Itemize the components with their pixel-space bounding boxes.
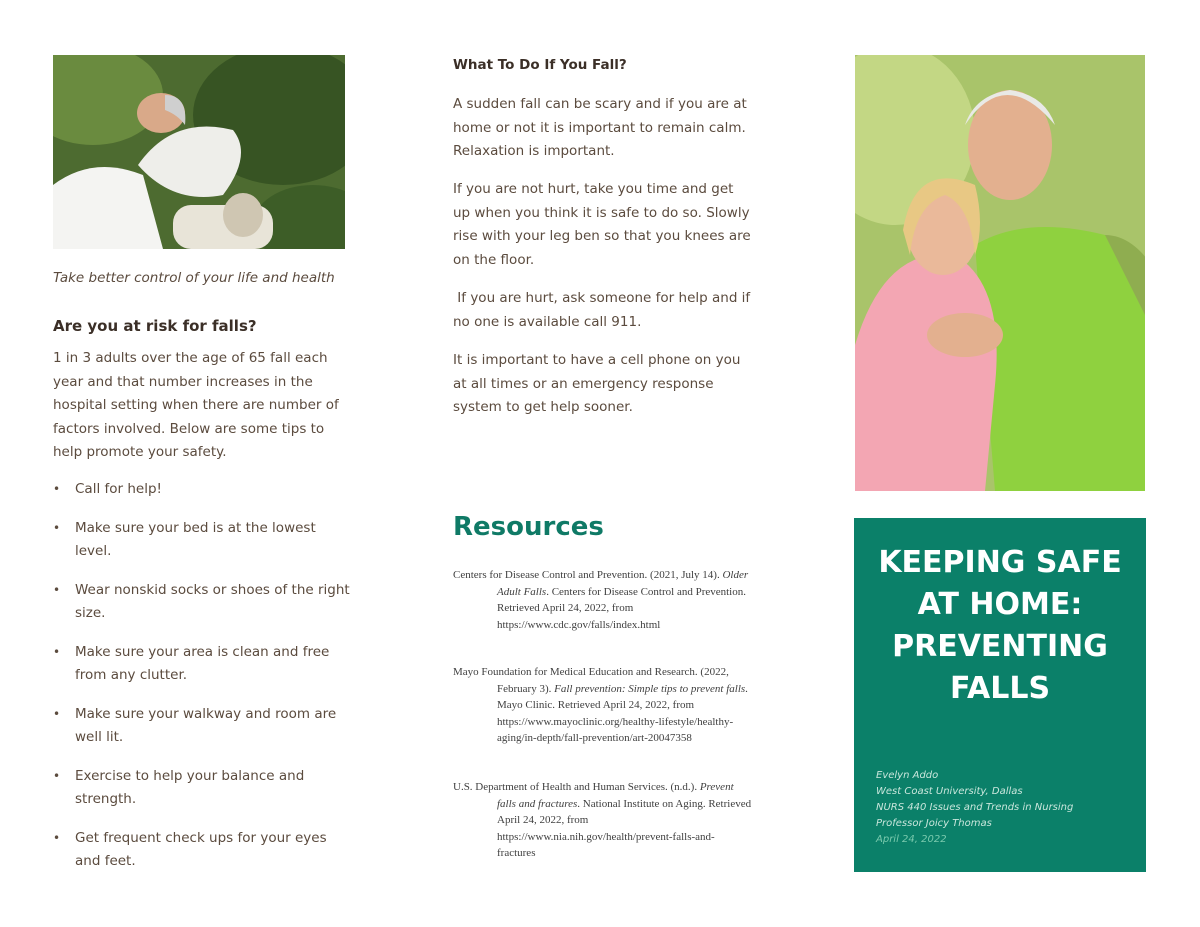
relaxing-man-photo: [53, 55, 345, 249]
list-item: • Get frequent check ups for your eyes and feet.: [53, 827, 353, 874]
author-block: [876, 768, 1136, 848]
fall-paragraph: If you are hurt, ask someone for help and if no one is available call 911.: [453, 290, 755, 330]
list-item: • Exercise to help your balance and strength.: [53, 765, 353, 812]
reference-entry: [453, 779, 753, 862]
list-item: • Make sure your bed is at the lowest level.: [53, 517, 353, 564]
course-name: NURS 440 Issues and Trends in Nursing: [876, 802, 1074, 813]
list-item: • Make sure your area is clean and free from any clutter.: [53, 641, 353, 688]
list-item: • Wear nonskid socks or shoes of the right size.: [53, 579, 353, 626]
senior-couple-photo: [855, 55, 1145, 491]
fall-paragraph: A sudden fall can be scary and if you are at home or not it is important to remain calm. Relaxation is important.: [453, 96, 747, 159]
reference-title: Older Adult Falls: [497, 569, 749, 598]
resources-heading: Resources: [453, 512, 604, 542]
reference-text: U.S. Department of Health and Human Services. (n.d.).: [453, 781, 700, 793]
reference-text: Centers for Disease Control and Prevention. (2021, July 14).: [453, 569, 723, 581]
reference-text: . National Institute on Aging. Retrieved April 24, 2022, from https://www.nia.nih.gov/health/prevent-falls-and-fractures: [497, 797, 752, 859]
reference-entry: [453, 664, 753, 747]
reference-text: . Centers for Disease Control and Prevention. Retrieved April 24, 2022, from https://www.cdc.gov/falls/index.html: [497, 585, 746, 631]
reference-text: . Mayo Clinic. Retrieved April 24, 2022, from https://www.mayoclinic.org/healthy-lifestyle/healthy-aging/in-depth/fall-prevention/art-20047358: [497, 682, 748, 744]
reference-entry: [453, 567, 753, 633]
title-panel: [854, 518, 1146, 872]
school-name: West Coast University, Dallas: [876, 786, 1023, 797]
photo-caption: Take better control of your life and health: [53, 270, 335, 286]
list-item: • Call for help!: [53, 478, 353, 502]
risk-paragraph: 1 in 3 adults over the age of 65 fall each year and that number increases in the hospital setting when there are number of factors involved. Below are some tips to help promote your safety.: [53, 350, 339, 460]
author-name: Evelyn Addo: [876, 770, 939, 781]
professor-name: Professor Joicy Thomas: [876, 818, 992, 829]
what-to-do-heading: What To Do If You Fall?: [453, 57, 627, 73]
reference-title: Prevent falls and fractures: [497, 781, 734, 810]
reference-text: Mayo Foundation for Medical Education and Research. (2022, February 3).: [453, 666, 729, 695]
reference-title: Fall prevention: Simple tips to prevent falls: [554, 682, 746, 695]
date-text: April 24, 2022: [876, 834, 947, 845]
brochure-title: KEEPING SAFE AT HOME: PREVENTING FALLS: [878, 545, 1122, 706]
list-item: • Make sure your walkway and room are well lit.: [53, 703, 353, 750]
risk-heading: Are you at risk for falls?: [53, 317, 257, 335]
fall-paragraph: It is important to have a cell phone on you at all times or an emergency response system to get help sooner.: [453, 352, 741, 415]
fall-paragraph: If you are not hurt, take you time and get up when you think it is safe to do so. Slowly rise with your leg ben so that you knees are on the floor.: [453, 181, 751, 268]
safety-tips-list: [53, 478, 353, 889]
